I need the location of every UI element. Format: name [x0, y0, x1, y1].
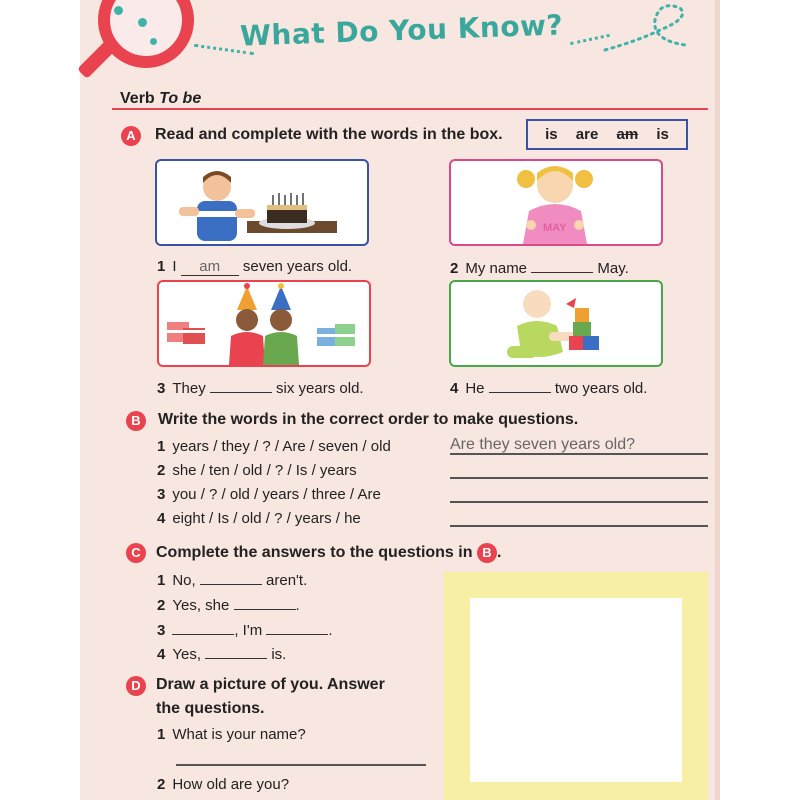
twins-with-party-hats-icon — [157, 280, 371, 367]
item-text: My name — [465, 260, 528, 277]
word-box-word: are — [575, 126, 599, 143]
page-edge — [715, 0, 720, 800]
item-text: two years old. — [554, 380, 648, 397]
answer-blank[interactable] — [234, 595, 296, 610]
girl-named-may-icon — [449, 159, 663, 246]
instruction-text: Complete the answers to the questions in — [156, 544, 473, 562]
exercise-a-item-2 — [450, 258, 629, 277]
filled-answer: am — [181, 258, 239, 276]
exercise-a-item-1 — [157, 258, 352, 276]
question-text: What is your name? — [172, 726, 306, 743]
scrambled-words: you / ? / old / years / three / Are — [172, 486, 381, 503]
reference-badge-b: B — [477, 543, 497, 563]
exercise-a-item-4 — [450, 378, 647, 397]
answer-blank[interactable] — [210, 378, 272, 393]
item-text: aren't. — [266, 572, 308, 589]
item-number: 2 — [450, 260, 459, 277]
answer-blank[interactable] — [266, 620, 328, 635]
exercise-a-item-3 — [157, 378, 364, 397]
exercise-b-instruction: Write the words in the correct order to make questions. — [158, 411, 579, 428]
drawing-area[interactable] — [470, 598, 682, 782]
item-number: 4 — [157, 510, 166, 527]
item-text: , I'm — [234, 622, 263, 639]
exercise-c-badge: C — [126, 543, 146, 563]
exercise-a-badge: A — [121, 126, 141, 146]
answer-blank[interactable] — [172, 620, 234, 635]
exercise-c-instruction — [156, 543, 501, 563]
item-text: seven years old. — [242, 258, 353, 275]
item-number: 1 — [157, 726, 166, 743]
question-text: How old are you? — [172, 776, 290, 793]
exercise-c-item-3 — [157, 620, 333, 639]
item-number: 1 — [157, 438, 166, 455]
answer-blank[interactable] — [200, 570, 262, 585]
exercise-b-item-1 — [157, 438, 391, 455]
scrambled-words: she / ten / old / ? / Is / years — [172, 462, 357, 479]
item-text: May. — [597, 260, 629, 277]
exercise-b-item-3 — [157, 486, 381, 503]
item-number: 1 — [157, 572, 166, 589]
exercise-d-instruction-line-1: Draw a picture of you. Answer — [156, 676, 385, 693]
answer-line[interactable] — [450, 501, 708, 503]
exercise-d-badge: D — [126, 676, 146, 696]
item-number: 2 — [157, 462, 166, 479]
scrambled-words: eight / Is / old / ? / years / he — [172, 510, 361, 527]
scrambled-words: years / they / ? / Are / seven / old — [172, 438, 391, 455]
item-text: is. — [271, 646, 287, 663]
page-title: What Do You Know? — [239, 8, 564, 53]
answer-line[interactable] — [450, 477, 708, 479]
dotted-swirl-decoration — [600, 0, 700, 60]
word-box-word: is — [656, 126, 669, 143]
item-number: 1 — [157, 258, 166, 275]
decoration-dot — [114, 6, 123, 15]
boy-with-birthday-cake-icon — [155, 159, 369, 246]
item-text: Yes, she — [172, 597, 230, 614]
exercise-a-instruction: Read and complete with the words in the box. — [155, 126, 503, 143]
answer-line[interactable] — [450, 453, 708, 455]
word-box-word: is — [545, 126, 558, 143]
item-number: 2 — [157, 776, 166, 793]
answer-blank[interactable] — [205, 644, 267, 659]
answer-line[interactable] — [450, 525, 708, 527]
svg-text:MAY: MAY — [543, 222, 567, 234]
section-title — [120, 90, 201, 108]
item-number: 3 — [157, 486, 166, 503]
example-answer: Are they seven years old? — [450, 436, 635, 453]
item-text: No, — [172, 572, 196, 589]
exercise-c-item-4 — [157, 644, 286, 663]
item-text: six years old. — [276, 380, 364, 397]
exercise-b-badge: B — [126, 411, 146, 431]
exercise-d-item-2 — [157, 776, 289, 793]
item-text: He — [465, 380, 485, 397]
item-number: 4 — [157, 646, 166, 663]
word-box-word-used: am — [616, 126, 639, 143]
item-text: They — [172, 380, 206, 397]
section-title-italic: To be — [159, 90, 202, 107]
word-box — [526, 119, 688, 150]
section-rule — [112, 108, 708, 110]
exercise-c-item-2 — [157, 595, 300, 614]
section-title-text: Verb — [120, 90, 160, 107]
exercise-b-item-2 — [157, 462, 357, 479]
exercise-d-instruction-line-2: the questions. — [156, 700, 265, 717]
instruction-period: . — [496, 544, 502, 562]
decoration-dot — [150, 38, 157, 45]
item-number: 3 — [157, 380, 166, 397]
item-text: . — [328, 622, 333, 639]
exercise-b-item-4 — [157, 510, 361, 527]
item-number: 4 — [450, 380, 459, 397]
item-text: I — [172, 258, 177, 275]
item-text: Yes, — [172, 646, 201, 663]
decoration-dot — [138, 18, 147, 27]
answer-blank[interactable] — [531, 258, 593, 273]
answer-blank[interactable] — [489, 378, 551, 393]
answer-line[interactable] — [176, 764, 426, 766]
exercise-c-item-1 — [157, 570, 307, 589]
item-text: . — [295, 597, 300, 614]
item-number: 2 — [157, 597, 166, 614]
item-number: 3 — [157, 622, 166, 639]
exercise-d-item-1 — [157, 726, 306, 743]
baby-with-blocks-icon — [449, 280, 663, 367]
